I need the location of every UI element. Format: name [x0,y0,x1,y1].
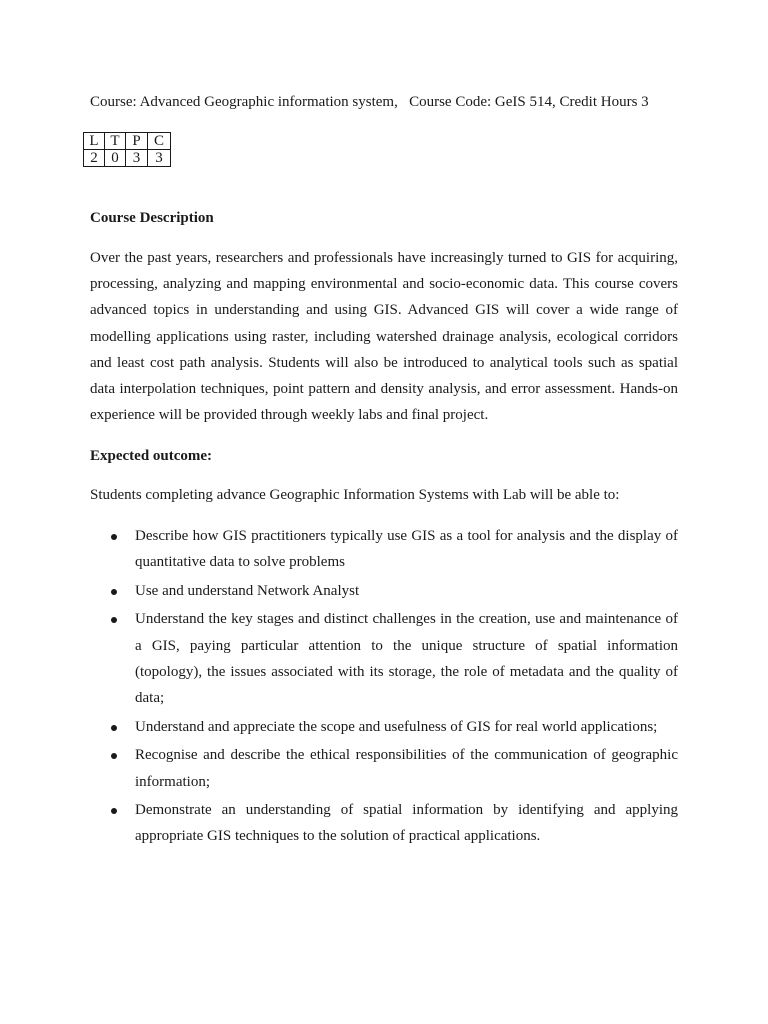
list-item-text: Describe how GIS practitioners typically use GIS as a tool for analysis and the display of quantitative data to solve problems [135,528,678,571]
outcome-intro: Students completing advance Geographic Information Systems with Lab will be able to: [90,487,620,503]
expected-outcome-heading: Expected outcome: [90,448,213,464]
ltpc-value-row [84,150,171,167]
bullet-icon [111,753,117,759]
list-item [135,578,678,604]
list-item [135,742,678,795]
ltpc-header-t: T [105,133,126,150]
course-description-text: Over the past years, researchers and professionals have increasingly turned to GIS for acquiring, processing, analyzing and mapping environmental and socio-economic data. This course covers advanced topics in understanding and using GIS. Advanced GIS will cover a wide range of modelling applications using raster, including watershed drainage analysis, ecological corridors and least cost path analysis. Students will also be introduced to analytical tools such as spatial data interpolation techniques, point pattern and density analysis, and error assessment. Hands-on experience will be provided through weekly labs and final project. [90,250,678,424]
course-description-heading: Course Description [90,210,214,226]
list-item-text: Recognise and describe the ethical responsibilities of the communication of geographic information; [135,747,678,790]
course-info-line: Course: Advanced Geographic information system, Course Code: GeIS 514, Credit Hours 3 [90,94,649,110]
list-item-text: Use and understand Network Analyst [135,582,360,599]
ltpc-value-t: 0 [105,150,126,167]
ltpc-header-l: L [84,133,105,150]
bullet-icon [111,589,117,595]
list-item-text: Demonstrate an understanding of spatial information by identifying and applying appropriate GIS techniques to the solution of practical applications. [135,802,678,845]
bullet-icon [111,725,117,731]
list-item-text: Understand and appreciate the scope and usefulness of GIS for real world applications; [135,718,658,735]
list-item [135,523,678,576]
ltpc-header-p: P [126,133,148,150]
ltpc-value-p: 3 [126,150,148,167]
bullet-icon [111,534,117,540]
list-item [135,714,678,740]
outcome-list [135,523,678,852]
list-item-text: Understand the key stages and distinct challenges in the creation, use and maintenance of a GIS, paying particular attention to the unique structure of spatial information (topology), the issues associated with its storage, the role of metadata and the quality of data; [135,611,678,707]
ltpc-header-row [84,133,171,150]
bullet-icon [111,808,117,814]
ltpc-table [83,132,171,167]
list-item [135,797,678,850]
ltpc-value-c: 3 [148,150,171,167]
ltpc-header-c: C [148,133,171,150]
list-item [135,606,678,712]
ltpc-value-l: 2 [84,150,105,167]
bullet-icon [111,617,117,623]
